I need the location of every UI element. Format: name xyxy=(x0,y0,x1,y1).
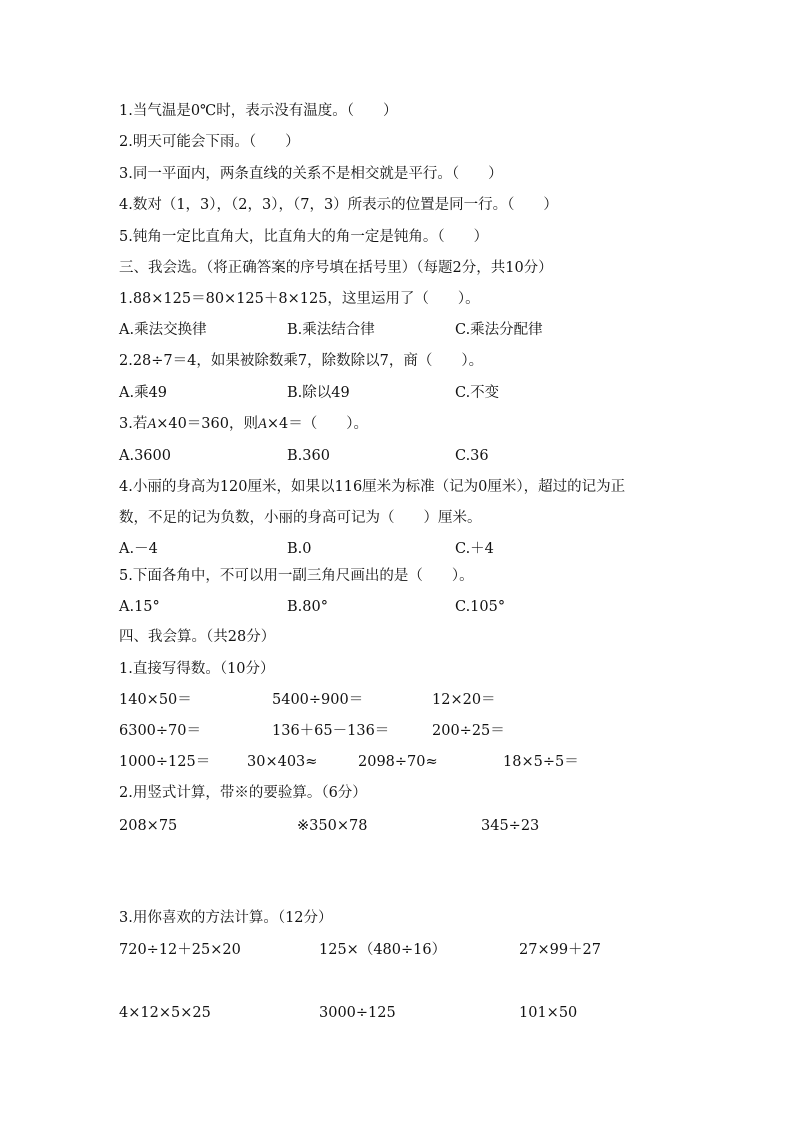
oral-calc-item: 2098÷70≈ xyxy=(358,754,438,770)
calc-part1-title: 1.直接写得数。（10分） xyxy=(119,661,275,677)
free-calc-item: 720÷12＋25×20 xyxy=(119,942,241,958)
oral-calc-item: 6300÷70＝ xyxy=(119,723,202,739)
judge-question-2: 2.明天可能会下雨。（ ） xyxy=(119,134,300,150)
choice-q4-stem-line2: 数，不足的记为负数，小丽的身高可记为（ ）厘米。 xyxy=(119,510,482,526)
choice-q5-option-b: B.80° xyxy=(287,599,328,615)
vertical-calc-item: 208×75 xyxy=(119,818,178,834)
calc-part2-title: 2.用竖式计算，带※的要验算。（6分） xyxy=(119,785,367,801)
oral-calc-item: 140×50＝ xyxy=(119,692,192,708)
oral-calc-item: 200÷25＝ xyxy=(432,723,505,739)
section3-heading: 三、我会选。（将正确答案的序号填在括号里）（每题2分，共10分） xyxy=(119,260,553,276)
calc-part3-title: 3.用你喜欢的方法计算。（12分） xyxy=(119,910,333,926)
judge-question-4: 4.数对（1，3），（2，3），（7，3）所表示的位置是同一行。（ ） xyxy=(119,197,558,213)
choice-q4-option-c: C.＋4 xyxy=(455,541,494,557)
free-calc-item: 4×12×5×25 xyxy=(119,1005,211,1021)
choice-q4-stem-line1: 4.小丽的身高为120厘米，如果以116厘米为标准（记为0厘米），超过的记为正 xyxy=(119,479,626,495)
choice-q2-stem: 2.28÷7＝4，如果被除数乘7，除数除以7，商（ ）。 xyxy=(119,353,484,369)
variable-a: A xyxy=(257,416,267,432)
variable-a: A xyxy=(147,416,157,432)
choice-q5-option-a: A.15° xyxy=(119,599,160,615)
choice-q5-option-c: C.105° xyxy=(455,599,506,615)
choice-q3-option-c: C.36 xyxy=(455,448,489,464)
choice-q1-option-b: B.乘法结合律 xyxy=(287,322,375,338)
choice-q1-option-c: C.乘法分配律 xyxy=(455,322,543,338)
vertical-calc-item: 345÷23 xyxy=(481,818,540,834)
choice-q2-option-b: B.除以49 xyxy=(287,385,350,401)
oral-calc-item: 12×20＝ xyxy=(432,692,496,708)
oral-calc-item: 30×403≈ xyxy=(247,754,318,770)
judge-question-5: 5.钝角一定比直角大，比直角大的角一定是钝角。（ ） xyxy=(119,229,489,245)
free-calc-item: 3000÷125 xyxy=(319,1005,396,1021)
judge-question-3: 3.同一平面内，两条直线的关系不是相交就是平行。（ ） xyxy=(119,166,503,182)
choice-q5-stem: 5.下面各角中，不可以用一副三角尺画出的是（ ）。 xyxy=(119,568,474,584)
choice-q3-option-b: B.360 xyxy=(287,448,330,464)
free-calc-item: 27×99＋27 xyxy=(519,942,602,958)
free-calc-item: 101×50 xyxy=(519,1005,578,1021)
choice-q1-option-a: A.乘法交换律 xyxy=(119,322,207,338)
choice-q3-option-a: A.3600 xyxy=(119,448,171,464)
oral-calc-item: 5400÷900＝ xyxy=(272,692,364,708)
oral-calc-item: 1000÷125＝ xyxy=(119,754,211,770)
oral-calc-item: 136＋65－136＝ xyxy=(272,723,390,739)
choice-q4-option-b: B.0 xyxy=(287,541,312,557)
free-calc-item: 125×（480÷16） xyxy=(319,942,447,958)
vertical-calc-item: ※350×78 xyxy=(297,818,368,834)
choice-q2-option-c: C.不变 xyxy=(455,385,500,401)
choice-q1-stem: 1.88×125＝80×125＋8×125，这里运用了（ ）。 xyxy=(119,291,480,307)
choice-q3-stem: 3.若A×40＝360，则A×4＝（ ）。 xyxy=(119,416,368,432)
judge-question-1: 1.当气温是0℃时，表示没有温度。（ ） xyxy=(119,103,398,119)
choice-q2-option-a: A.乘49 xyxy=(119,385,168,401)
oral-calc-item: 18×5÷5＝ xyxy=(503,754,579,770)
section4-heading: 四、我会算。（共28分） xyxy=(119,629,276,645)
choice-q4-option-a: A.－4 xyxy=(119,541,158,557)
